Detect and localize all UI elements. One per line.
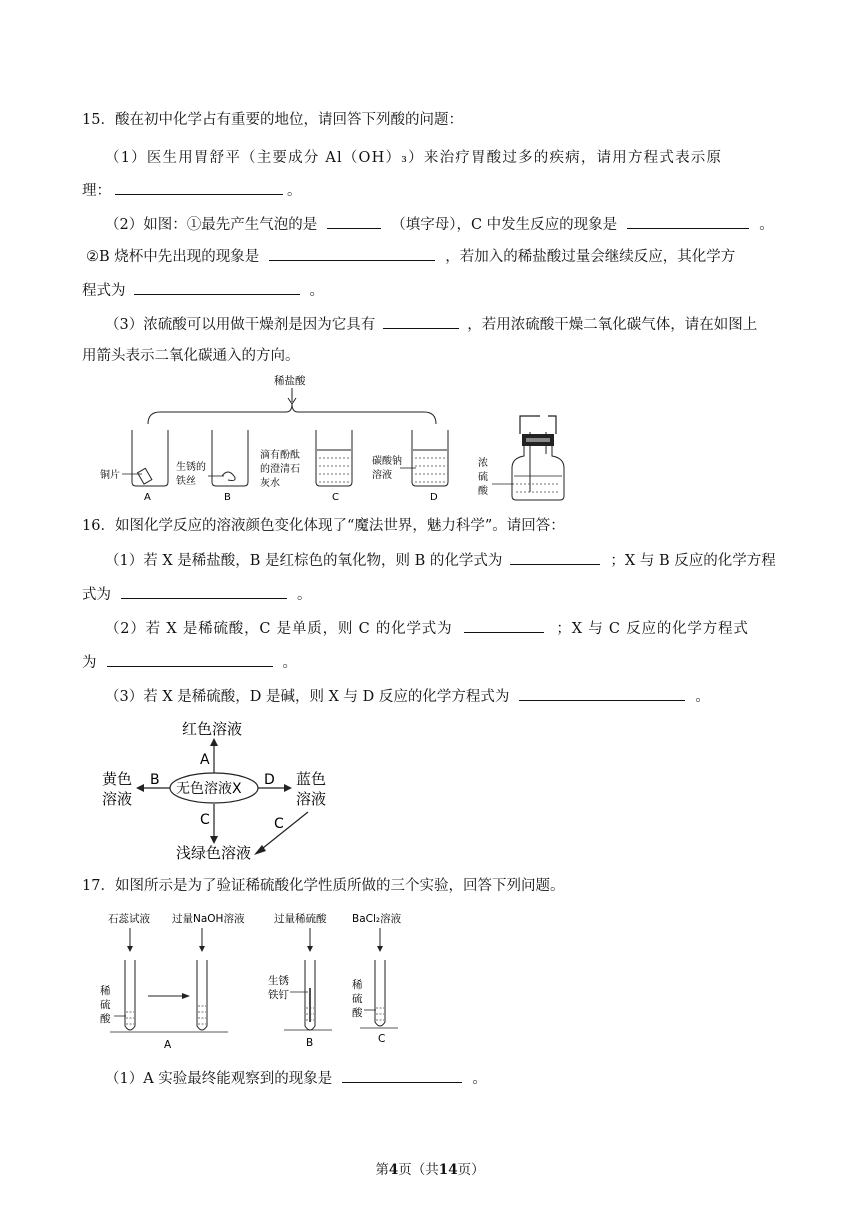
- test-tube-a1: [125, 960, 135, 1030]
- q15-part1-suffix: 。: [287, 183, 302, 199]
- q15-answer-blank-3[interactable]: [627, 214, 749, 229]
- q16-fig-left-2: 溶液: [102, 790, 133, 808]
- footer-page-number: 4: [388, 1162, 399, 1178]
- q16-answer-blank-3[interactable]: [464, 618, 544, 633]
- q15-part1-prefix: 理：: [82, 183, 111, 199]
- beaker-b-label-2: 铁丝: [176, 476, 196, 487]
- q15-fig-brace: [148, 404, 436, 424]
- beaker-c-label-2: 的澄清石: [260, 464, 300, 475]
- q15-part1-line1: （1）医生用胃舒平（主要成分 Al（OH）₃）来治疗胃酸过多的疾病，请用方程式表示原: [105, 150, 723, 166]
- q17-acid-1c: 酸: [100, 1013, 111, 1025]
- q15-answer-blank-2[interactable]: [327, 214, 381, 229]
- q16-arrowhead-d: [284, 784, 292, 792]
- q16-part2-line1: [105, 618, 749, 639]
- q17-stem: 17．如图所示是为了验证稀硫酸化学性质所做的三个实验，回答下列问题。: [82, 878, 565, 894]
- beaker-d-label-1: 碳酸钠: [372, 456, 402, 467]
- beaker-c-label-1: 滴有酚酞: [260, 450, 300, 461]
- q17-figure: [98, 904, 418, 1054]
- q15-stem: 15．酸在初中化学占有重要的地位，请回答下列酸的问题：: [82, 112, 463, 128]
- beaker-b-label-1: 生锈的: [176, 462, 206, 473]
- q16-part1-suffix: ；X 与 B 反应的化学方程: [610, 553, 776, 569]
- q17-part1-suffix: 。: [472, 1071, 487, 1087]
- beaker-d: [400, 430, 448, 486]
- q16-label-d: D: [264, 772, 275, 788]
- test-tube-c: [375, 960, 385, 1026]
- q16-fig-bottom: 浅绿色溶液: [176, 844, 252, 862]
- q17-acid-1a: 稀: [100, 985, 111, 997]
- q15-figure: [100, 372, 570, 508]
- q16-label-b: B: [150, 772, 160, 788]
- beaker-c: [316, 430, 352, 486]
- bottle-label-1: 浓: [478, 458, 488, 469]
- q16-figure: [98, 712, 348, 864]
- q17-arrow-3: [307, 946, 313, 952]
- q16-part1-prefix: （1）若 X 是稀盐酸，B 是红棕色的氧化物，则 B 的化学式为: [105, 553, 503, 569]
- q17-label-a: A: [164, 1039, 172, 1051]
- q16-fig-center: 无色溶液X: [176, 781, 242, 797]
- page-footer: [0, 1158, 860, 1178]
- q17-label-b: B: [306, 1037, 314, 1049]
- q16-part3-prefix: （3）若 X 是稀硫酸，D 是碱，则 X 与 D 反应的化学方程式为: [105, 689, 510, 705]
- q15-part3-line2: 用箭头表示二氧化碳通入的方向。: [82, 348, 300, 364]
- q17-answer-blank-1[interactable]: [342, 1068, 462, 1083]
- q15-part2-line3: [82, 280, 324, 301]
- q17-label-c: C: [378, 1033, 386, 1045]
- q15-part3-line1: [105, 314, 757, 335]
- q16-part1-line2: [82, 584, 312, 605]
- q15-part2-line1: [105, 214, 774, 235]
- beaker-c-label-3: 灰水: [260, 478, 280, 489]
- q17-acid-2c: 酸: [352, 1007, 363, 1019]
- q16-part3-suffix: 。: [695, 689, 710, 705]
- q17-acid-2a: 稀: [352, 979, 363, 991]
- footer-mid: 页（共: [398, 1162, 439, 1178]
- q16-part2-line2: [82, 652, 297, 673]
- q16-answer-blank-4[interactable]: [107, 652, 273, 667]
- q17-arrow-2: [199, 946, 205, 952]
- q15-fig-top-label: 稀盐酸: [274, 375, 306, 387]
- q16-answer-blank-1[interactable]: [510, 550, 600, 565]
- q17-part1-prefix: （1）A 实验最终能观察到的现象是: [105, 1071, 333, 1087]
- q17-reagent-1: 石蕊试液: [108, 913, 150, 925]
- q17-arrow-4: [377, 946, 383, 952]
- footer-total-pages: 14: [438, 1162, 458, 1178]
- q17-arrow-1: [127, 946, 133, 952]
- beaker-c-letter: C: [332, 492, 339, 503]
- q15-part2b-prefix: ②B 烧杯中先出现的现象是: [86, 249, 260, 265]
- q15-part2-prefix: （2）如图：①最先产生气泡的是: [105, 217, 318, 233]
- beaker-d-letter: D: [430, 492, 438, 503]
- beaker-a-label: 铜片: [100, 470, 120, 481]
- q16-part1b-prefix: 式为: [82, 587, 111, 603]
- footer-suffix: 页）: [457, 1162, 485, 1178]
- q16-arrowhead-b: [136, 784, 144, 792]
- gas-washing-bottle: [492, 416, 564, 500]
- beaker-d-label-2: 溶液: [372, 470, 392, 481]
- q17-reagent-4: BaCl₂溶液: [352, 913, 402, 925]
- q15-part3-suffix: ，若用浓硫酸干燥二氧化碳气体，请在如图上: [467, 317, 758, 333]
- beaker-b-letter: B: [224, 492, 231, 503]
- q16-part2b-suffix: 。: [282, 655, 297, 671]
- q16-part2-suffix: ；X 与 C 反应的化学方程式: [556, 621, 749, 637]
- q17-acid-2b: 硫: [352, 993, 363, 1005]
- bottle-label-3: 酸: [478, 486, 488, 497]
- q16-part2-prefix: （2）若 X 是稀硫酸，C 是单质，则 C 的化学式为: [105, 621, 453, 637]
- q15-part3-prefix: （3）浓硫酸可以用做干燥剂是因为它具有: [105, 317, 376, 333]
- q17-nail-2: 铁钉: [268, 989, 289, 1001]
- footer-prefix: 第: [375, 1162, 389, 1178]
- q15-part2c-suffix: 。: [309, 283, 324, 299]
- q15-answer-blank-4[interactable]: [269, 246, 435, 261]
- q15-answer-blank-5[interactable]: [134, 280, 300, 295]
- q16-fig-right-2: 溶液: [296, 790, 327, 808]
- q17-acid-1b: 硫: [100, 999, 111, 1011]
- q17-part1-line: [105, 1068, 487, 1089]
- bottle-label-2: 硫: [478, 472, 488, 483]
- q16-answer-blank-2[interactable]: [121, 584, 287, 599]
- q16-fig-right-1: 蓝色: [296, 770, 327, 788]
- q16-part1-line1: [105, 550, 776, 571]
- q16-label-c2: C: [274, 816, 284, 832]
- q16-answer-blank-5[interactable]: [519, 686, 685, 701]
- q16-part1b-suffix: 。: [297, 587, 312, 603]
- beaker-a: [122, 430, 168, 486]
- q15-part2-line2: [86, 246, 735, 267]
- q15-answer-blank-6[interactable]: [383, 314, 459, 329]
- q16-arrowhead-a: [210, 738, 218, 746]
- q17-reagent-3: 过量稀硫酸: [274, 913, 327, 925]
- q15-part2-mid: （填字母），C 中发生反应的现象是: [391, 217, 618, 233]
- q16-stem: 16．如图化学反应的溶液颜色变化体现了“魔法世界，魅力科学”。请回答：: [82, 518, 565, 534]
- beaker-b: [208, 430, 248, 486]
- q15-part1-line2: [82, 180, 302, 201]
- beaker-a-letter: A: [144, 492, 151, 503]
- q16-arrowhead-c: [210, 836, 218, 844]
- q16-part3-line1: [105, 686, 710, 707]
- q15-part2b-suffix: ，若加入的稀盐酸过量会继续反应，其化学方: [445, 249, 736, 265]
- q17-transfer-arrowhead: [182, 993, 190, 999]
- q16-fig-top: 红色溶液: [182, 720, 243, 738]
- q17-nail-1: 生锈: [268, 975, 289, 987]
- q15-part2c-prefix: 程式为: [82, 283, 126, 299]
- q15-answer-blank-1[interactable]: [115, 180, 283, 195]
- q16-label-a: A: [200, 752, 210, 768]
- q16-fig-left-1: 黄色: [102, 770, 133, 788]
- q16-label-c1: C: [200, 812, 210, 828]
- q17-reagent-2: 过量NaOH溶液: [172, 913, 245, 925]
- q16-part2b-prefix: 为: [82, 655, 97, 671]
- q15-part2-suffix: 。: [759, 217, 774, 233]
- test-tube-a2: [197, 960, 207, 1030]
